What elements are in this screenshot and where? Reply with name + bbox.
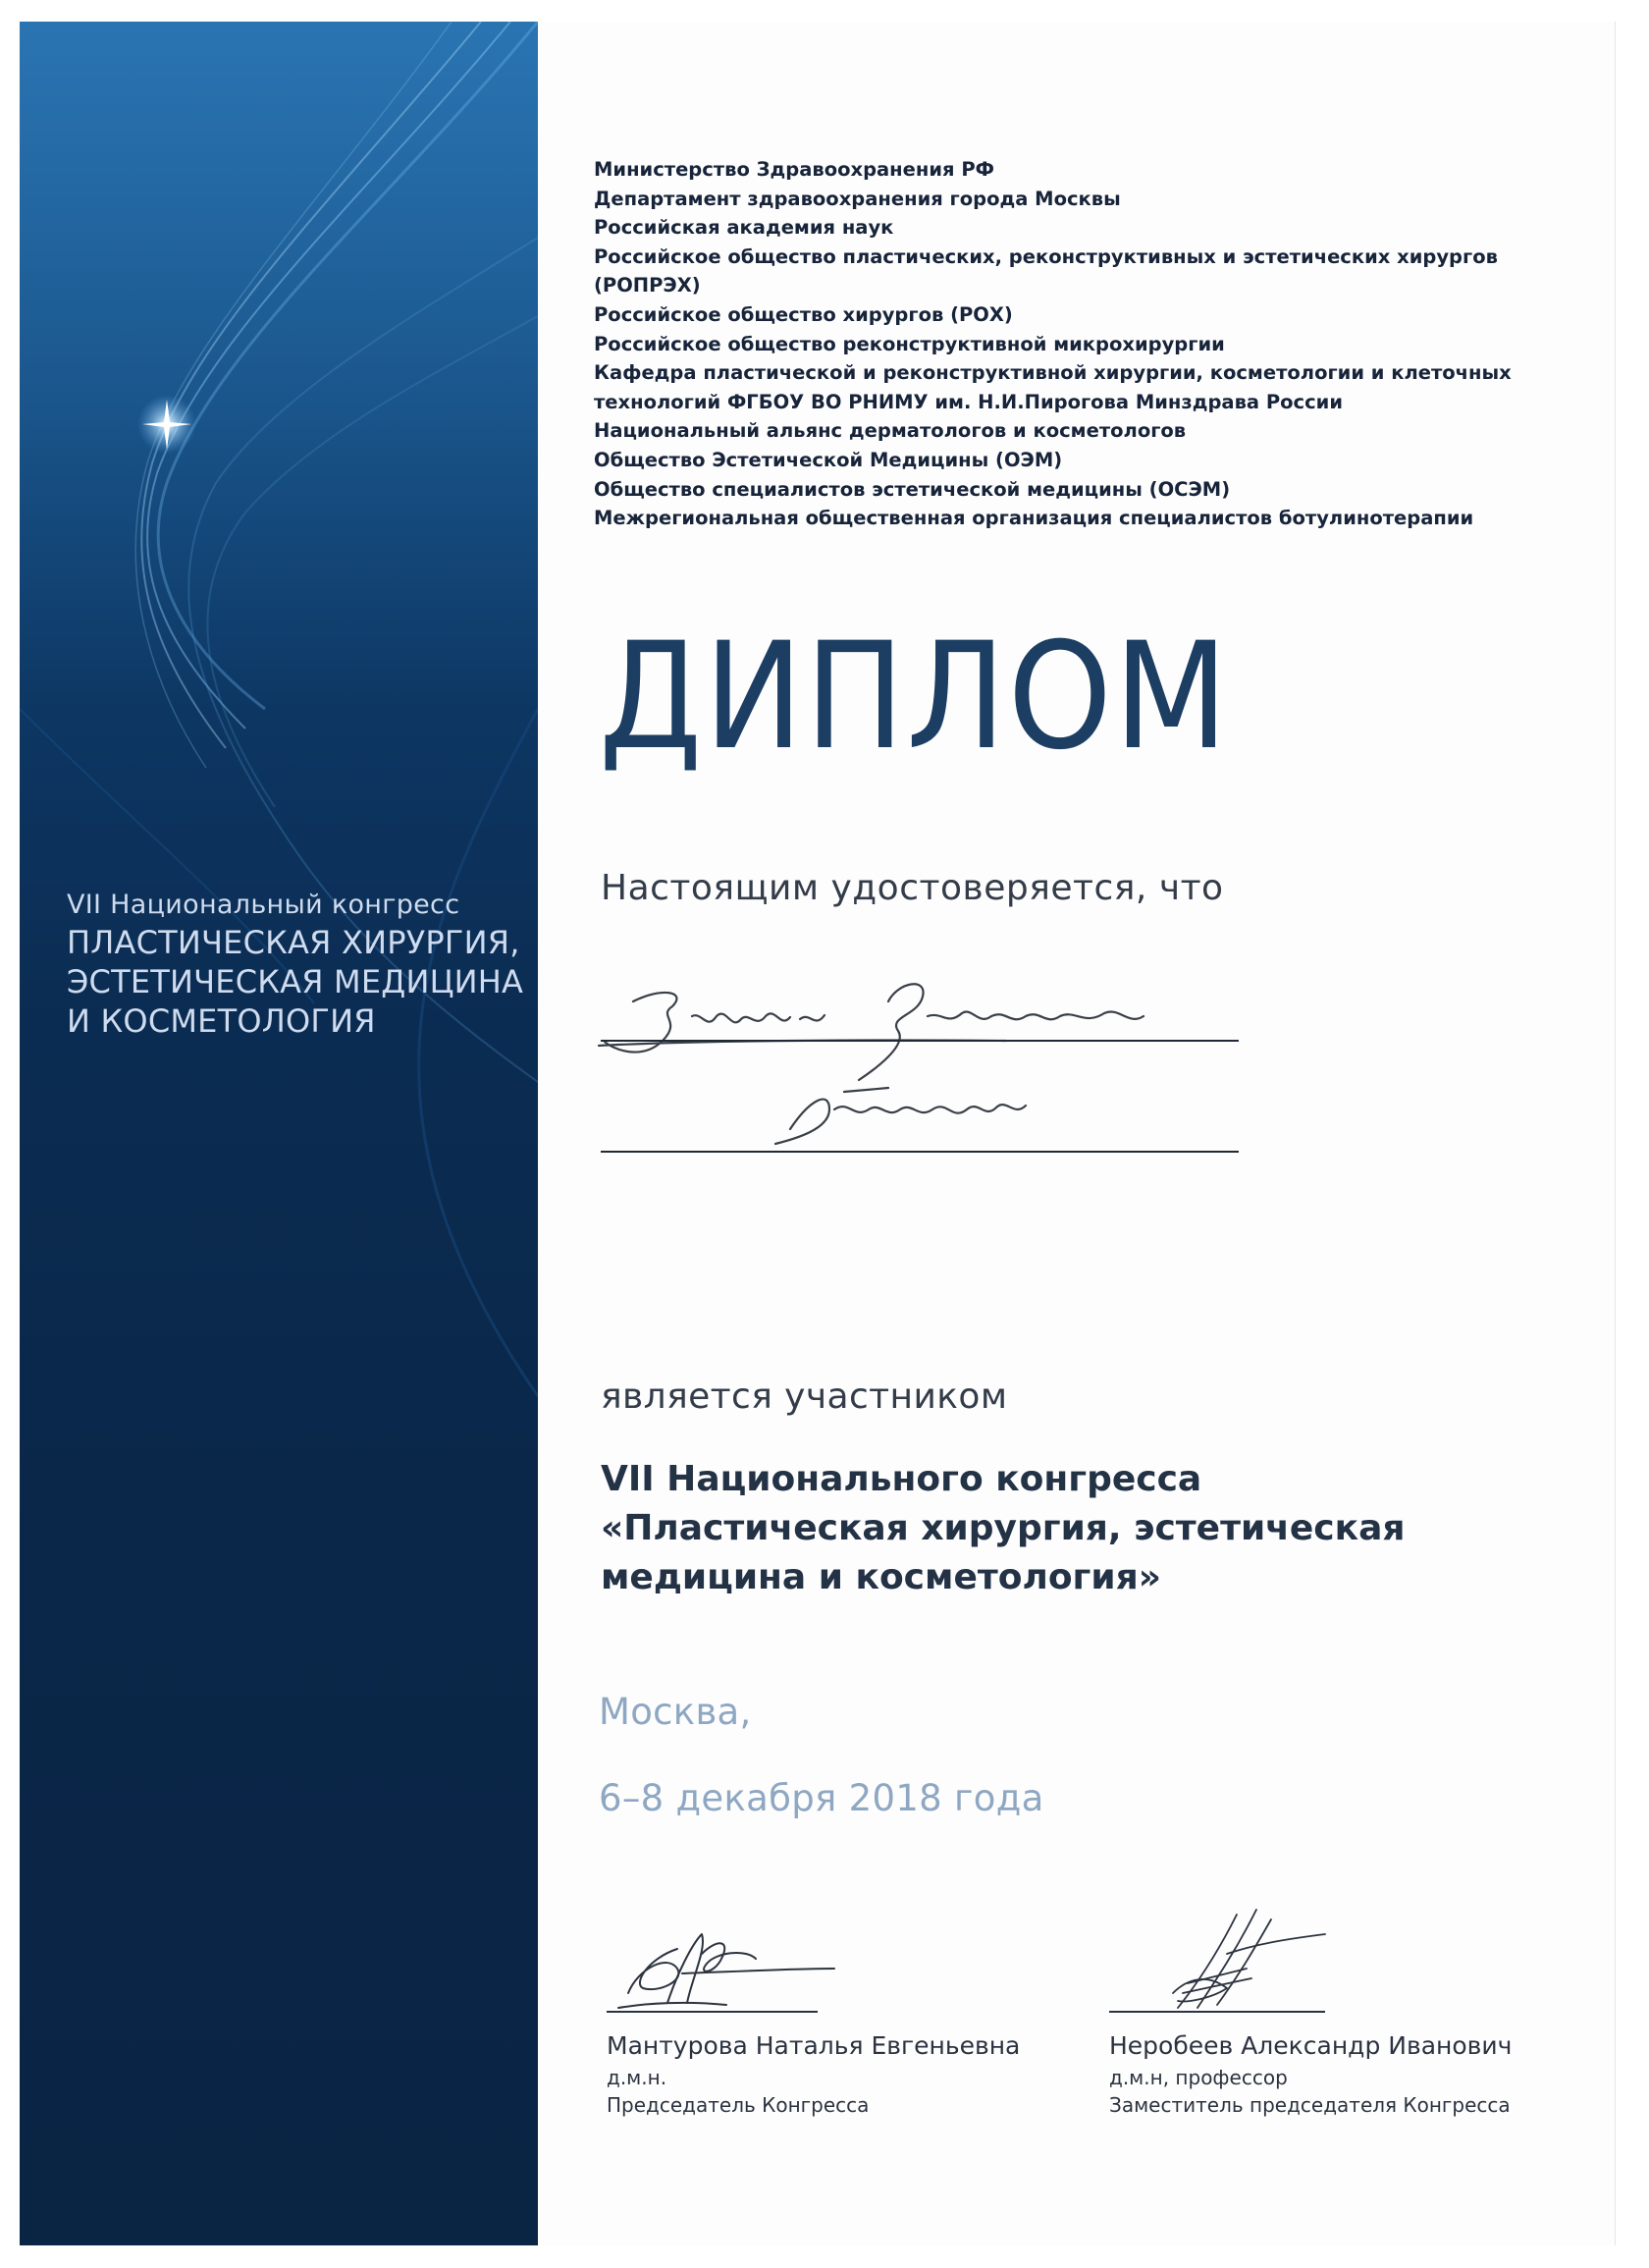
- organizer-item: Российская академия наук: [594, 216, 894, 240]
- organizer-item: Российское общество реконструктивной микрохирургии: [594, 332, 1225, 355]
- band-line-3: ЭСТЕТИЧЕСКАЯ МЕДИЦИНА: [67, 963, 524, 1000]
- organizer-item: технологий ФГБОУ ВО РНИМУ им. Н.И.Пирогова Минздрава России: [594, 390, 1343, 413]
- organizer-item: Межрегиональная общественная организация специалистов ботулинотерапии: [594, 507, 1474, 530]
- recipient-name-underline-2: [601, 1151, 1239, 1153]
- signer-chair: [607, 2028, 1020, 2119]
- organizer-item: Общество специалистов эстетической медицины (ОСЭМ): [594, 477, 1231, 501]
- organizer-item: Российское общество пластических, реконструктивных и эстетических хирургов: [594, 244, 1498, 268]
- participant-text: является участником: [601, 1377, 1008, 1417]
- band-congress-title: [67, 888, 528, 1041]
- band-line-1: VII Национальный конгресс: [67, 890, 460, 920]
- congress-line-2: «Пластическая хирургия, эстетическая: [601, 1508, 1406, 1548]
- organizer-item: Министерство Здравоохранения РФ: [594, 158, 994, 181]
- signer-name: Неробеев Александр Иванович: [1109, 2031, 1513, 2060]
- diploma-heading: ДИПЛОМ: [599, 612, 1231, 783]
- band-line-4: И КОСМЕТОЛОГИЯ: [67, 1002, 376, 1040]
- signer-deputy: [1109, 2028, 1512, 2119]
- signer-degree: д.м.н, профессор: [1109, 2066, 1288, 2089]
- signature-chair: [609, 1915, 844, 2023]
- organizer-item: Департамент здравоохранения города Москвы: [594, 187, 1121, 210]
- signer-role: Председатель Конгресса: [607, 2093, 870, 2117]
- signature-line-chair: [607, 2011, 818, 2013]
- organizer-item: Российское общество хирургов (РОХ): [594, 302, 1013, 326]
- organizer-item: Общество Эстетической Медицины (ОЭМ): [594, 448, 1063, 471]
- certify-text: Настоящим удостоверяется, что: [601, 868, 1224, 908]
- congress-line-3: медицина и косметология»: [601, 1557, 1161, 1597]
- congress-line-1: VII Национального конгресса: [601, 1459, 1202, 1499]
- event-date: 6–8 декабря 2018 года: [599, 1777, 1044, 1819]
- light-swirl-graphic: [20, 22, 538, 2245]
- signer-degree: д.м.н.: [607, 2066, 667, 2089]
- signer-name: Мантурова Наталья Евгеньевна: [607, 2031, 1021, 2060]
- signature-line-deputy: [1109, 2011, 1325, 2013]
- decorative-blue-band: [20, 22, 538, 2245]
- band-line-2: ПЛАСТИЧЕСКАЯ ХИРУРГИЯ,: [67, 924, 520, 961]
- handwritten-recipient-name: [594, 972, 1261, 1168]
- organizers-list: [594, 155, 1575, 533]
- organizer-item: (РОПРЭХ): [594, 274, 701, 297]
- signer-role: Заместитель председателя Конгресса: [1109, 2093, 1511, 2117]
- organizer-item: Национальный альянс дерматологов и косметологов: [594, 419, 1187, 443]
- organizer-item: Кафедра пластической и реконструктивной хирургии, косметологии и клеточных: [594, 361, 1512, 385]
- signature-deputy: [1158, 1895, 1355, 2023]
- event-city: Москва,: [599, 1691, 752, 1733]
- congress-title: [601, 1455, 1582, 1602]
- recipient-name-underline-1: [601, 1040, 1239, 1042]
